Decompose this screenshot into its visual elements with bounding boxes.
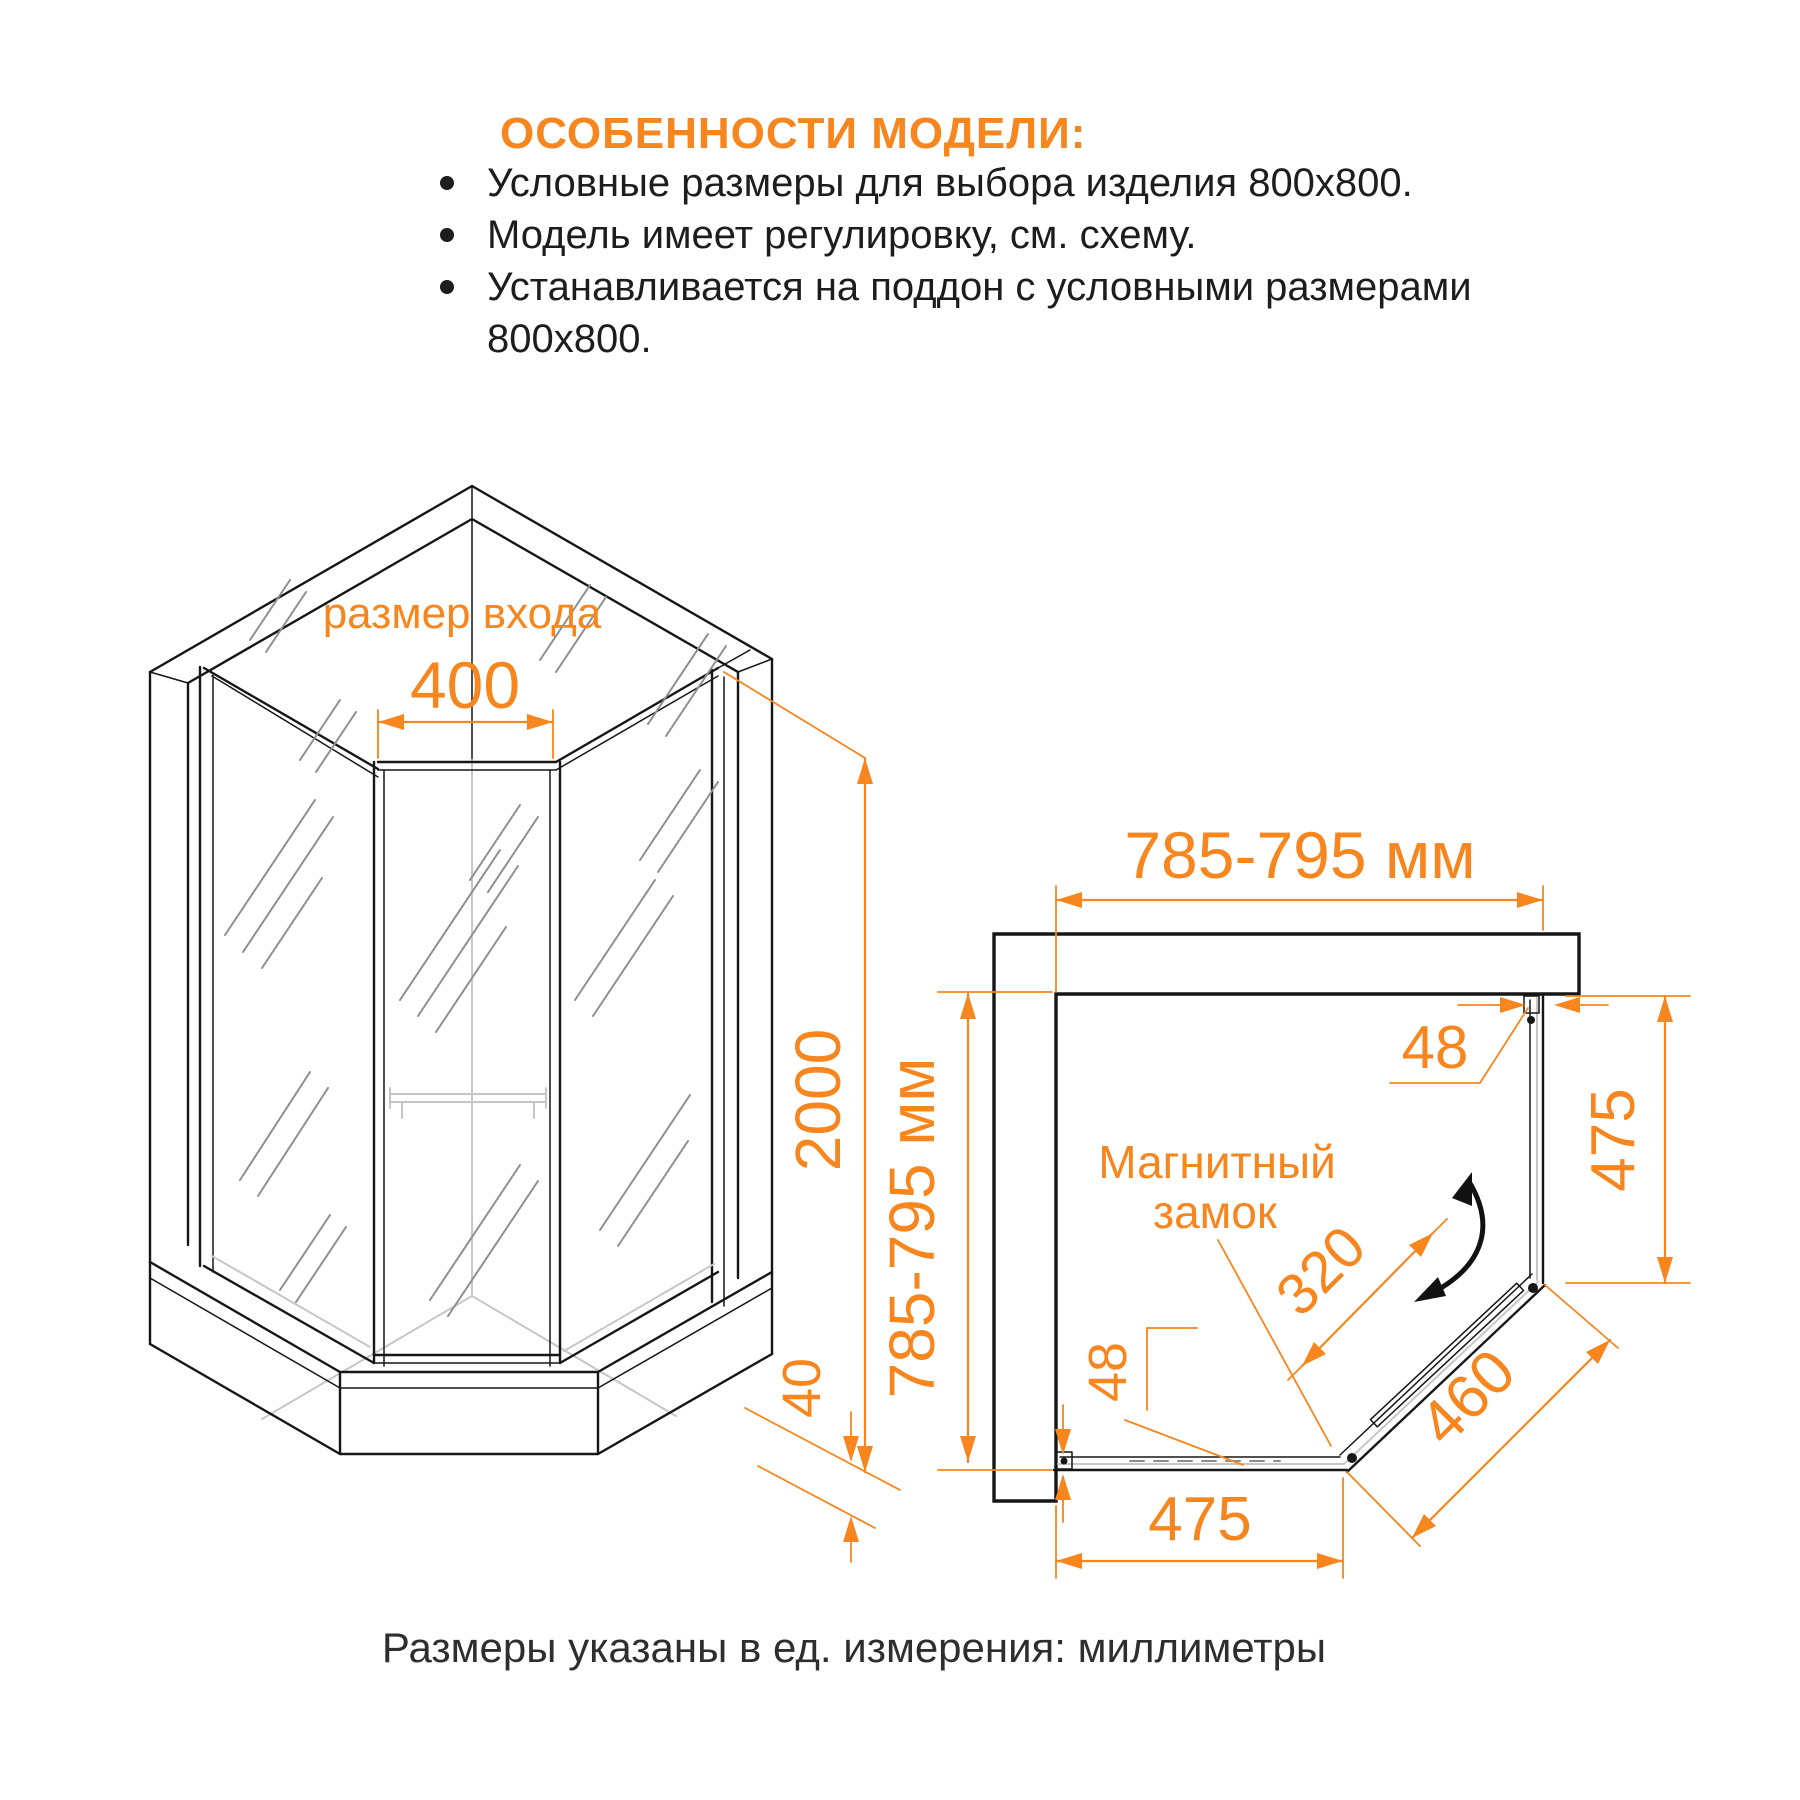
lock-line2: замок [1152, 1186, 1278, 1238]
features-header [440, 109, 1472, 361]
towel-bar [390, 1088, 546, 1118]
dimension-profile-top [1390, 997, 1608, 1083]
arrowhead-left-icon [1056, 892, 1082, 908]
plan-width-top-value: 785-795 мм [1124, 818, 1476, 892]
profile-top-value: 48 [1401, 1014, 1469, 1081]
tray-height-value: 40 [772, 1357, 832, 1419]
arrowhead-down-icon [960, 1436, 976, 1462]
arrowhead-right-icon [1517, 892, 1543, 908]
door-roller-icon [1528, 1283, 1538, 1293]
arrowhead-up-icon [1657, 996, 1673, 1022]
shower-tray [150, 1262, 772, 1454]
dimension-side-right [1566, 996, 1690, 1283]
arrowhead-right-icon [1317, 1553, 1343, 1569]
plan-glass-right [1524, 994, 1543, 1283]
arrowhead-left-icon [1056, 1553, 1082, 1569]
feature-item-3: Устанавливается на поддон с условными размерами [487, 265, 1472, 309]
dimension-side-bottom [1056, 1478, 1343, 1578]
units-caption: Размеры указаны в ед. измерения: миллиметры [381, 1624, 1327, 1671]
arrowhead-up-icon [857, 758, 873, 784]
arrowhead-down-icon [843, 1436, 859, 1462]
arrowhead-left-icon [378, 714, 404, 730]
feature-item-3-wrap: 800х800. [487, 317, 652, 361]
door-roller-icon [1347, 1453, 1357, 1463]
swing-arrow-down-icon [1414, 1277, 1446, 1302]
swing-arrow-up-icon [1452, 1172, 1472, 1206]
isometric-view [150, 486, 900, 1562]
entrance-size-label: размер входа [322, 589, 602, 638]
dimension-diagonal [1347, 1285, 1618, 1546]
entrance-width-value: 400 [409, 648, 521, 722]
plan-glass-bottom [1054, 1452, 1347, 1470]
bullet-dot [440, 280, 454, 294]
door-swing-arc [1414, 1172, 1483, 1302]
door-width-value: 320 [1263, 1213, 1379, 1329]
feature-item-1: Условные размеры для выбора изделия 800х800. [487, 161, 1413, 205]
features-title: ОСОБЕННОСТИ МОДЕЛИ: [500, 109, 1087, 158]
side-bottom-value: 475 [1148, 1485, 1252, 1554]
arrowhead-right-icon [1500, 997, 1526, 1013]
profile-pin-icon [1061, 1458, 1068, 1465]
plan-depth-left-value: 785-795 мм [876, 1057, 948, 1399]
arrowhead-down-icon [1657, 1257, 1673, 1283]
hinge-pin-icon [1527, 1016, 1535, 1024]
dimension-entrance-width [323, 589, 602, 758]
diagonal-value: 460 [1406, 1336, 1529, 1459]
side-right-value: 475 [1579, 1088, 1648, 1192]
bullet-dot [440, 228, 454, 242]
dimension-height [724, 672, 873, 1472]
height-value: 2000 [782, 1028, 854, 1172]
arrowhead-right-icon [527, 714, 553, 730]
arrowhead-left-icon [1554, 997, 1580, 1013]
glass-frame [200, 650, 750, 1366]
profile-bottom-value: 48 [1078, 1341, 1138, 1403]
bullet-dot [440, 176, 454, 190]
arrowhead-up-icon [960, 993, 976, 1019]
feature-item-2: Модель имеет регулировку, см. схему. [487, 213, 1197, 257]
arrowhead-up-icon [843, 1516, 859, 1542]
lock-line1: Магнитный [1098, 1136, 1336, 1188]
plan-view [876, 818, 1690, 1578]
